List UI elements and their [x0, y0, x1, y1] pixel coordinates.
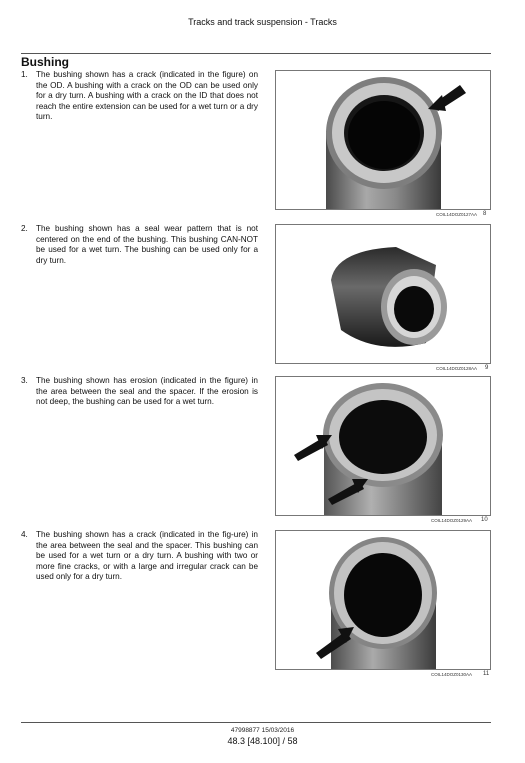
figure-number: 9 — [485, 365, 489, 371]
figure-code: COIL14DOZ0130AA — [431, 672, 473, 677]
bushing-photo — [276, 71, 490, 209]
step-text: The bushing shown has a seal wear pattern that is not centered on the end of the bushing. This bushing CAN-NOT be used for a wet turn. The bushing can be used only for a dry turn. — [36, 224, 258, 265]
step-text: The bushing shown has a crack (indicated in the fig-ure) in the area between the seal and the spacer. This bushing can be used for a wet turn or a dry turn. A bushing with two or more fine cracks, or with a large and irregular crack can be used only for a dry turn. — [36, 530, 258, 582]
figure-9 — [275, 224, 491, 371]
figure-10 — [275, 376, 491, 523]
footer-doc-number: 47998877 15/03/2016 — [230, 727, 295, 734]
step-2 — [21, 224, 258, 266]
figure-code: COIL14DOZ0129AA — [431, 518, 473, 523]
running-header: Tracks and track suspension - Tracks — [188, 17, 337, 27]
step-text: The bushing shown has erosion (indicated in the figure) in the area between the seal and the spacer. If the erosion is not deep, the bushing can be used for a wet turn. — [36, 376, 258, 407]
footer-page-number: 48.3 [48.100] / 58 — [227, 736, 298, 746]
figure-code: COIL14DOZ0128AA — [436, 366, 478, 371]
header-rule — [21, 53, 491, 54]
step-number: 1. — [21, 70, 28, 79]
step-4 — [21, 530, 258, 583]
step-1 — [21, 70, 258, 123]
step-number: 2. — [21, 224, 28, 233]
figure-8 — [275, 70, 491, 217]
bushing-photo — [276, 531, 490, 669]
step-3 — [21, 376, 258, 408]
bushing-photo — [276, 377, 490, 515]
figure-code: COIL14DOZ0127AA — [436, 212, 478, 217]
step-number: 4. — [21, 530, 28, 539]
figure-number: 8 — [483, 211, 487, 217]
figure-number: 10 — [481, 517, 488, 523]
figure-number: 11 — [483, 671, 490, 677]
step-number: 3. — [21, 376, 28, 385]
footer-rule — [21, 722, 491, 723]
figure-11 — [275, 530, 491, 677]
section-title: Bushing — [21, 55, 69, 69]
bushing-photo — [276, 225, 490, 363]
step-text: The bushing shown has a crack (indicated in the figure) on the OD. A bushing with a crack on the OD can be used only for a dry turn. A bushing with a crack on the ID that does not reach the entire extension can be used for a wet turn or a dry turn. — [36, 70, 258, 122]
